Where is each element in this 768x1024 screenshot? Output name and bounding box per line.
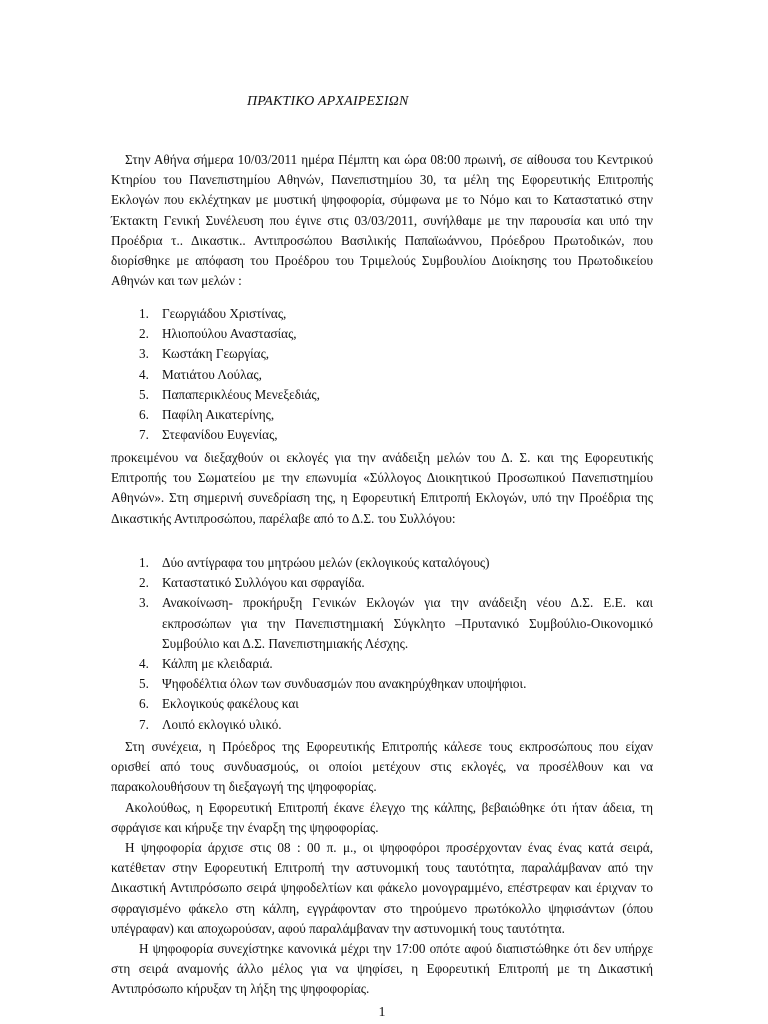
representatives-paragraph: Στη συνέχεια, η Πρόεδρος της Εφορευτικής Επιτροπής κάλεσε τους εκπροσώπους που είχαν ορισθεί από τους συνδυασμούς, οι οποίοι μετέχουν στις εκλογές, να προσέλθουν και να παρακολουθήσουν τη διεξαγωγή της ψηφοφορίας. <box>111 739 653 795</box>
list-item: 1. Γεωργιάδου Χριστίνας, <box>139 306 287 321</box>
list-item: 3. Ανακοίνωση- προκήρυξη Γενικών Εκλογών για την ανάδειξη νέου Δ.Σ. Ε.Ε. και εκπροσώπων για την Πανεπιστημιακή Σύγκλητο –Πρυτανικό Συμβούλιο-Οικονομικό Συμβούλιο και Δ.Σ. Πανεπιστημιακής Λέσχης. <box>139 595 653 651</box>
list-item: 2. Καταστατικό Συλλόγου και σφραγίδα. <box>139 575 365 591</box>
ballot-box-paragraph: Ακολούθως, η Εφορευτική Επιτροπή έκανε έλεγχο της κάλπης, βεβαιώθηκε ότι ήταν άδεια, τη σφράγισε και κήρυξε την έναρξη της ψηφοφορίας. <box>111 799 653 835</box>
list-item: 4. Ματιάτου Λούλας, <box>139 366 262 382</box>
intro-paragraph: Στην Αθήνα σήμερα 10/03/2011 ημέρα Πέμπτη και ώρα 08:00 πρωινή, σε αίθουσα του Κεντρικού Κτηρίου του Πανεπιστημίου Αθηνών, Πανεπιστημίου 30, τα μέλη της Εφορευτικής Επιτροπής Εκλογών που εκλέχτηκαν με μυστική ψηφοφορία, σύμφωνα με το Νόμο και το Καταστατικό στην Έκτακτη Γενική Συνέλευση που έγινε στις 03/03/2011, συνήλθαμε με την παρουσία και υπό την Προέδρια τ.. Δικαστικ.. Αντιπροσώπου Βασιλικής Παπαϊωάννου, Πρόεδρου Πρωτοδικών, που διορίσθηκε με απόφαση του Προέδρου του Τριμελούς Συμβουλίου Διοίκησης του Πρωτοδικείου Αθηνών και των μελών : <box>111 152 653 289</box>
list-item: 3. Κωστάκη Γεωργίας, <box>139 346 270 362</box>
list-item: 6. Παφίλη Αικατερίνης, <box>139 407 275 423</box>
list-item: 5. Ψηφοδέλτια όλων των συνδυασμών που ανακηρύχθηκαν υποψήφιοι. <box>139 676 527 692</box>
members-list <box>111 304 653 445</box>
voting-procedure-paragraph: Η ψηφοφορία άρχισε στις 08 : 00 π. μ., οι ψηφοφόροι προσέρχονταν ένας ένας κατά σειρά, κατέθεταν στην Εφορευτική Επιτροπή την αστυνομική τους ταυτότητα, παραλάμβαναν από την Δικαστική Αντιπρόσωπο σειρά ψηφοδελτίων και φάκελο μονογραμμένο, επέστρεφαν και έριχναν το σφραγισμένο φάκελο στη κάλπη, εγγράφονταν στο τηρούμενο πρωτόκολλο ψηφισάντων (όπου υπέγραφαν) και αποχωρούσαν, αφού παραλάμβαναν την αστυνομική τους ταυτότητα. <box>111 840 653 936</box>
closing-section <box>111 737 653 1000</box>
voting-end-paragraph: Η ψηφοφορία συνεχίστηκε κανονικά μέχρι την 17:00 οπότε αφού διαπιστώθηκε ότι δεν υπήρχε στη σειρά αναμονής άλλο μέλος για να ψηφίσει, η Εφορευτική Επιτροπή με τη Δικαστική Αντιπρόσωπο κήρυξαν τη λήξη της ψηφοφορίας. <box>111 941 653 997</box>
list-item: 1. Δύο αντίγραφα του μητρώου μελών (εκλογικούς καταλόγους) <box>139 555 490 570</box>
list-item: 4. Κάλπη με κλειδαριά. <box>139 656 273 672</box>
list-item: 6. Εκλογικούς φακέλους και <box>139 696 299 712</box>
page-number: 1 <box>378 1005 386 1020</box>
purpose-paragraph: προκειμένου να διεξαχθούν οι εκλογές για την ανάδειξη μελών του Δ. Σ. και της Εφορευτικής Επιτροπής του Σωματείου με την επωνυμία «Σύλλογος Διοικητικού Προσωπικού Πανεπιστημίου Αθηνών». Στη σημερινή συνεδρίαση της, η Εφορευτική Επιτροπή Εκλογών, υπό την Προέδρια της Δικαστικής Αντιπροσώπου, παρέλαβε από το Δ.Σ. του Συλλόγου: <box>111 450 653 526</box>
received-items-list <box>111 553 653 735</box>
list-item: 7. Λοιπό εκλογικό υλικό. <box>139 716 282 732</box>
list-item: 7. Στεφανίδου Ευγενίας, <box>139 427 278 443</box>
document-title: ΠΡΑΚΤΙΚΟ ΑΡΧΑΙΡΕΣΙΩΝ <box>247 94 409 109</box>
list-item: 5. Παπαπερικλέους Μενεξεδιάς, <box>139 386 320 402</box>
list-item: 2. Ηλιοπούλου Αναστασίας, <box>139 326 297 342</box>
